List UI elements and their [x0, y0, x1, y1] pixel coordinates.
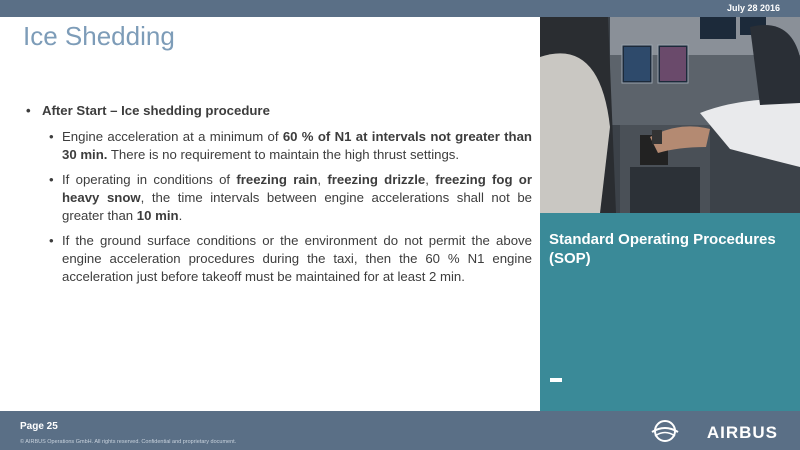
- sop-panel: [540, 213, 800, 411]
- sub-bullets: [48, 128, 532, 286]
- sub-bullet-1-text-2: There is no requirement to maintain the high thrust settings.: [107, 147, 460, 162]
- sub-bullet-2-bold-1: freezing rain: [236, 172, 318, 187]
- cockpit-illustration: [540, 17, 800, 213]
- sub-bullet-2-bold-2: freezing drizzle: [327, 172, 426, 187]
- sub-bullet-2-bold-3: freezing fog or heavy snow: [62, 172, 532, 205]
- sop-title: Standard Operating Procedures (SOP): [549, 231, 776, 267]
- sub-bullet-2-text-2: ,: [317, 172, 328, 187]
- airbus-logo-icon: [648, 420, 682, 442]
- sub-bullet-3-text: If the ground surface conditions or the environment do not permit the above engine acceleration procedures during the taxi, then the 60 % N1 engine acceleration just before takeoff must be maintained for at least 2 min.: [62, 233, 532, 284]
- sub-bullet-2-text: If operating in conditions of: [62, 172, 237, 187]
- sub-bullet-1-text: Engine acceleration at a minimum of: [62, 129, 283, 144]
- sub-bullet-1: [49, 128, 532, 164]
- bullet-icon: •: [49, 172, 54, 187]
- main-bullet: [26, 102, 532, 120]
- header-date: July 28 2016: [726, 3, 780, 13]
- main-bullet-text: After Start – Ice shedding procedure: [42, 103, 270, 118]
- bullet-icon: •: [49, 233, 54, 248]
- footer-bar: [0, 411, 800, 450]
- sub-bullet-2-bold-4: 10 min: [136, 208, 179, 223]
- slide-title: Ice Shedding: [23, 21, 175, 51]
- sub-bullet-2: [49, 171, 532, 225]
- copyright-text: © AIRBUS Operations GmbH. All rights reserved. Confidential and proprietary document.: [20, 439, 237, 445]
- sub-bullet-2-text-5: .: [178, 208, 183, 223]
- page-number: Page 25: [20, 421, 58, 432]
- cockpit-photo: [540, 17, 800, 213]
- logo-text: AIRBUS: [706, 423, 778, 442]
- sub-bullet-2-text-3: ,: [425, 172, 436, 187]
- sop-dash: [550, 378, 562, 382]
- slide-content: [26, 102, 532, 293]
- bullet-icon: •: [49, 129, 54, 144]
- sub-bullet-1-bold: 60 % of N1 at intervals not greater than 30 min.: [62, 129, 532, 162]
- header-bar: [0, 0, 800, 17]
- sub-bullet-3: [49, 232, 532, 286]
- bullet-icon: •: [26, 103, 31, 118]
- sub-bullet-2-text-4: , the time intervals between engine accelerations shall not be greater than: [62, 190, 532, 223]
- airbus-logo: [648, 418, 778, 444]
